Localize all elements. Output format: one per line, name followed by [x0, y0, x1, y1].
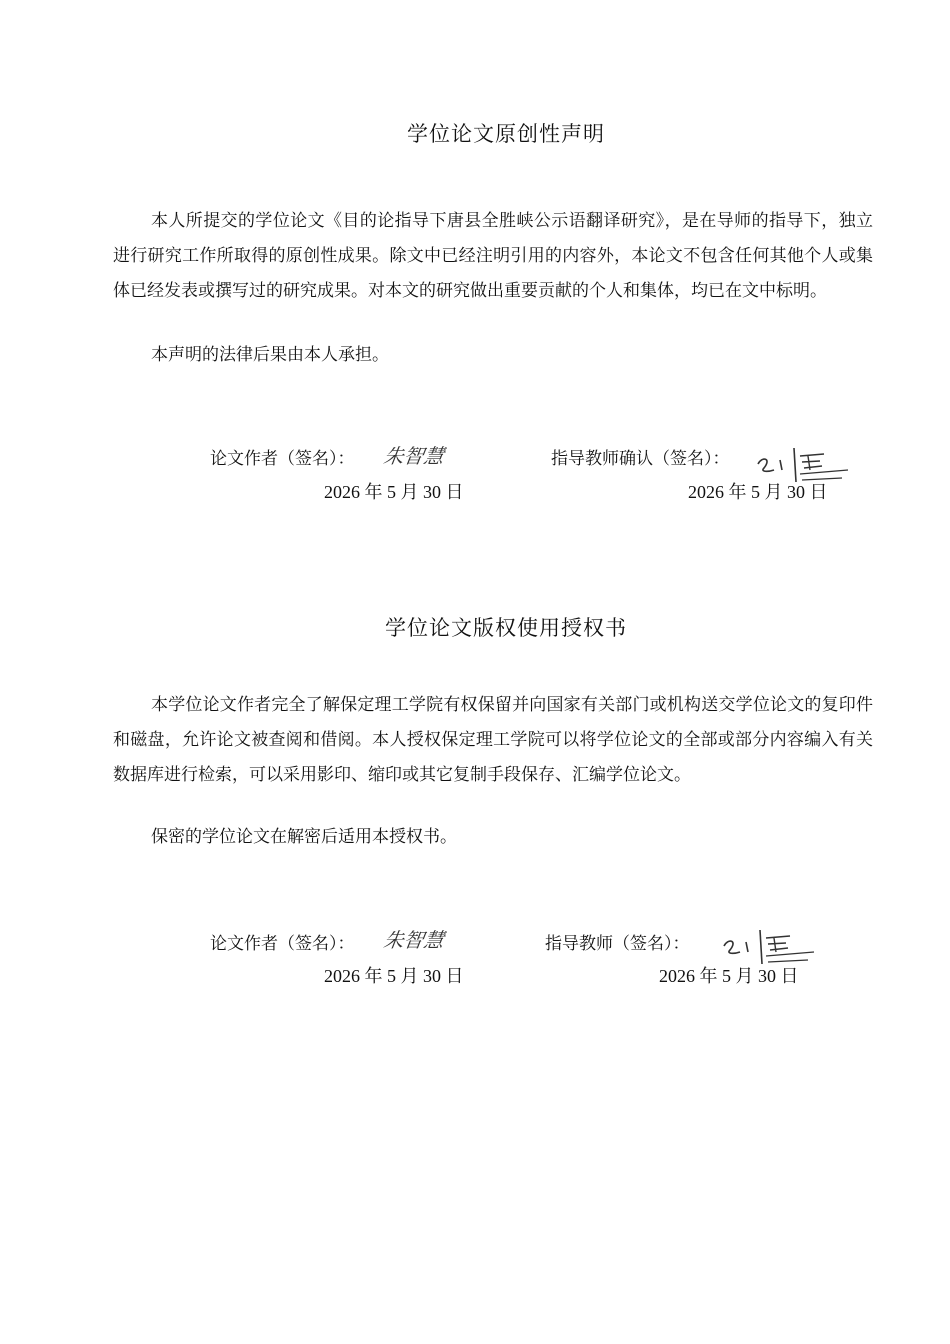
- declaration-title: 学位论文原创性声明: [407, 122, 605, 146]
- authorization-author-signature: 朱智慧: [382, 928, 446, 952]
- authorization-title: 学位论文版权使用授权书: [385, 616, 627, 640]
- authorization-author-label: 论文作者（签名）：: [210, 934, 355, 954]
- declaration-advisor-label: 指导教师确认（签名）：: [551, 449, 730, 469]
- declaration-author-label: 论文作者（签名）：: [210, 449, 355, 469]
- authorization-paragraph-2: 保密的学位论文在解密后适用本授权书。: [151, 827, 457, 847]
- authorization-author-date: 2026 年 5 月 30 日: [324, 966, 464, 986]
- declaration-author-signature: 朱智慧: [382, 444, 446, 468]
- declaration-paragraph-1: 本人所提交的学位论文《目的论指导下唐县全胜峡公示语翻译研究》，是在导师的指导下，独立进行研究工作所取得的原创性成果。除文中已经注明引用的内容外，本论文不包含任何其他个人或集体已经发表或撰写过的研究成果。对本文的研究做出重要贡献的个人和集体，均已在文中标明。: [113, 211, 873, 301]
- authorization-paragraph-1: 本学位论文作者完全了解保定理工学院有权保留并向国家有关部门或机构送交学位论文的复印件和磁盘，允许论文被查阅和借阅。本人授权保定理工学院可以将学位论文的全部或部分内容编入有关数据库进行检索，可以采用影印、缩印或其它复制手段保存、汇编学位论文。: [113, 695, 873, 785]
- authorization-advisor-label: 指导教师（签名）：: [545, 934, 690, 954]
- authorization-advisor-date: 2026 年 5 月 30 日: [659, 966, 799, 986]
- declaration-advisor-date: 2026 年 5 月 30 日: [688, 482, 828, 502]
- declaration-paragraph-2: 本声明的法律后果由本人承担。: [151, 345, 389, 365]
- declaration-author-date: 2026 年 5 月 30 日: [324, 482, 464, 502]
